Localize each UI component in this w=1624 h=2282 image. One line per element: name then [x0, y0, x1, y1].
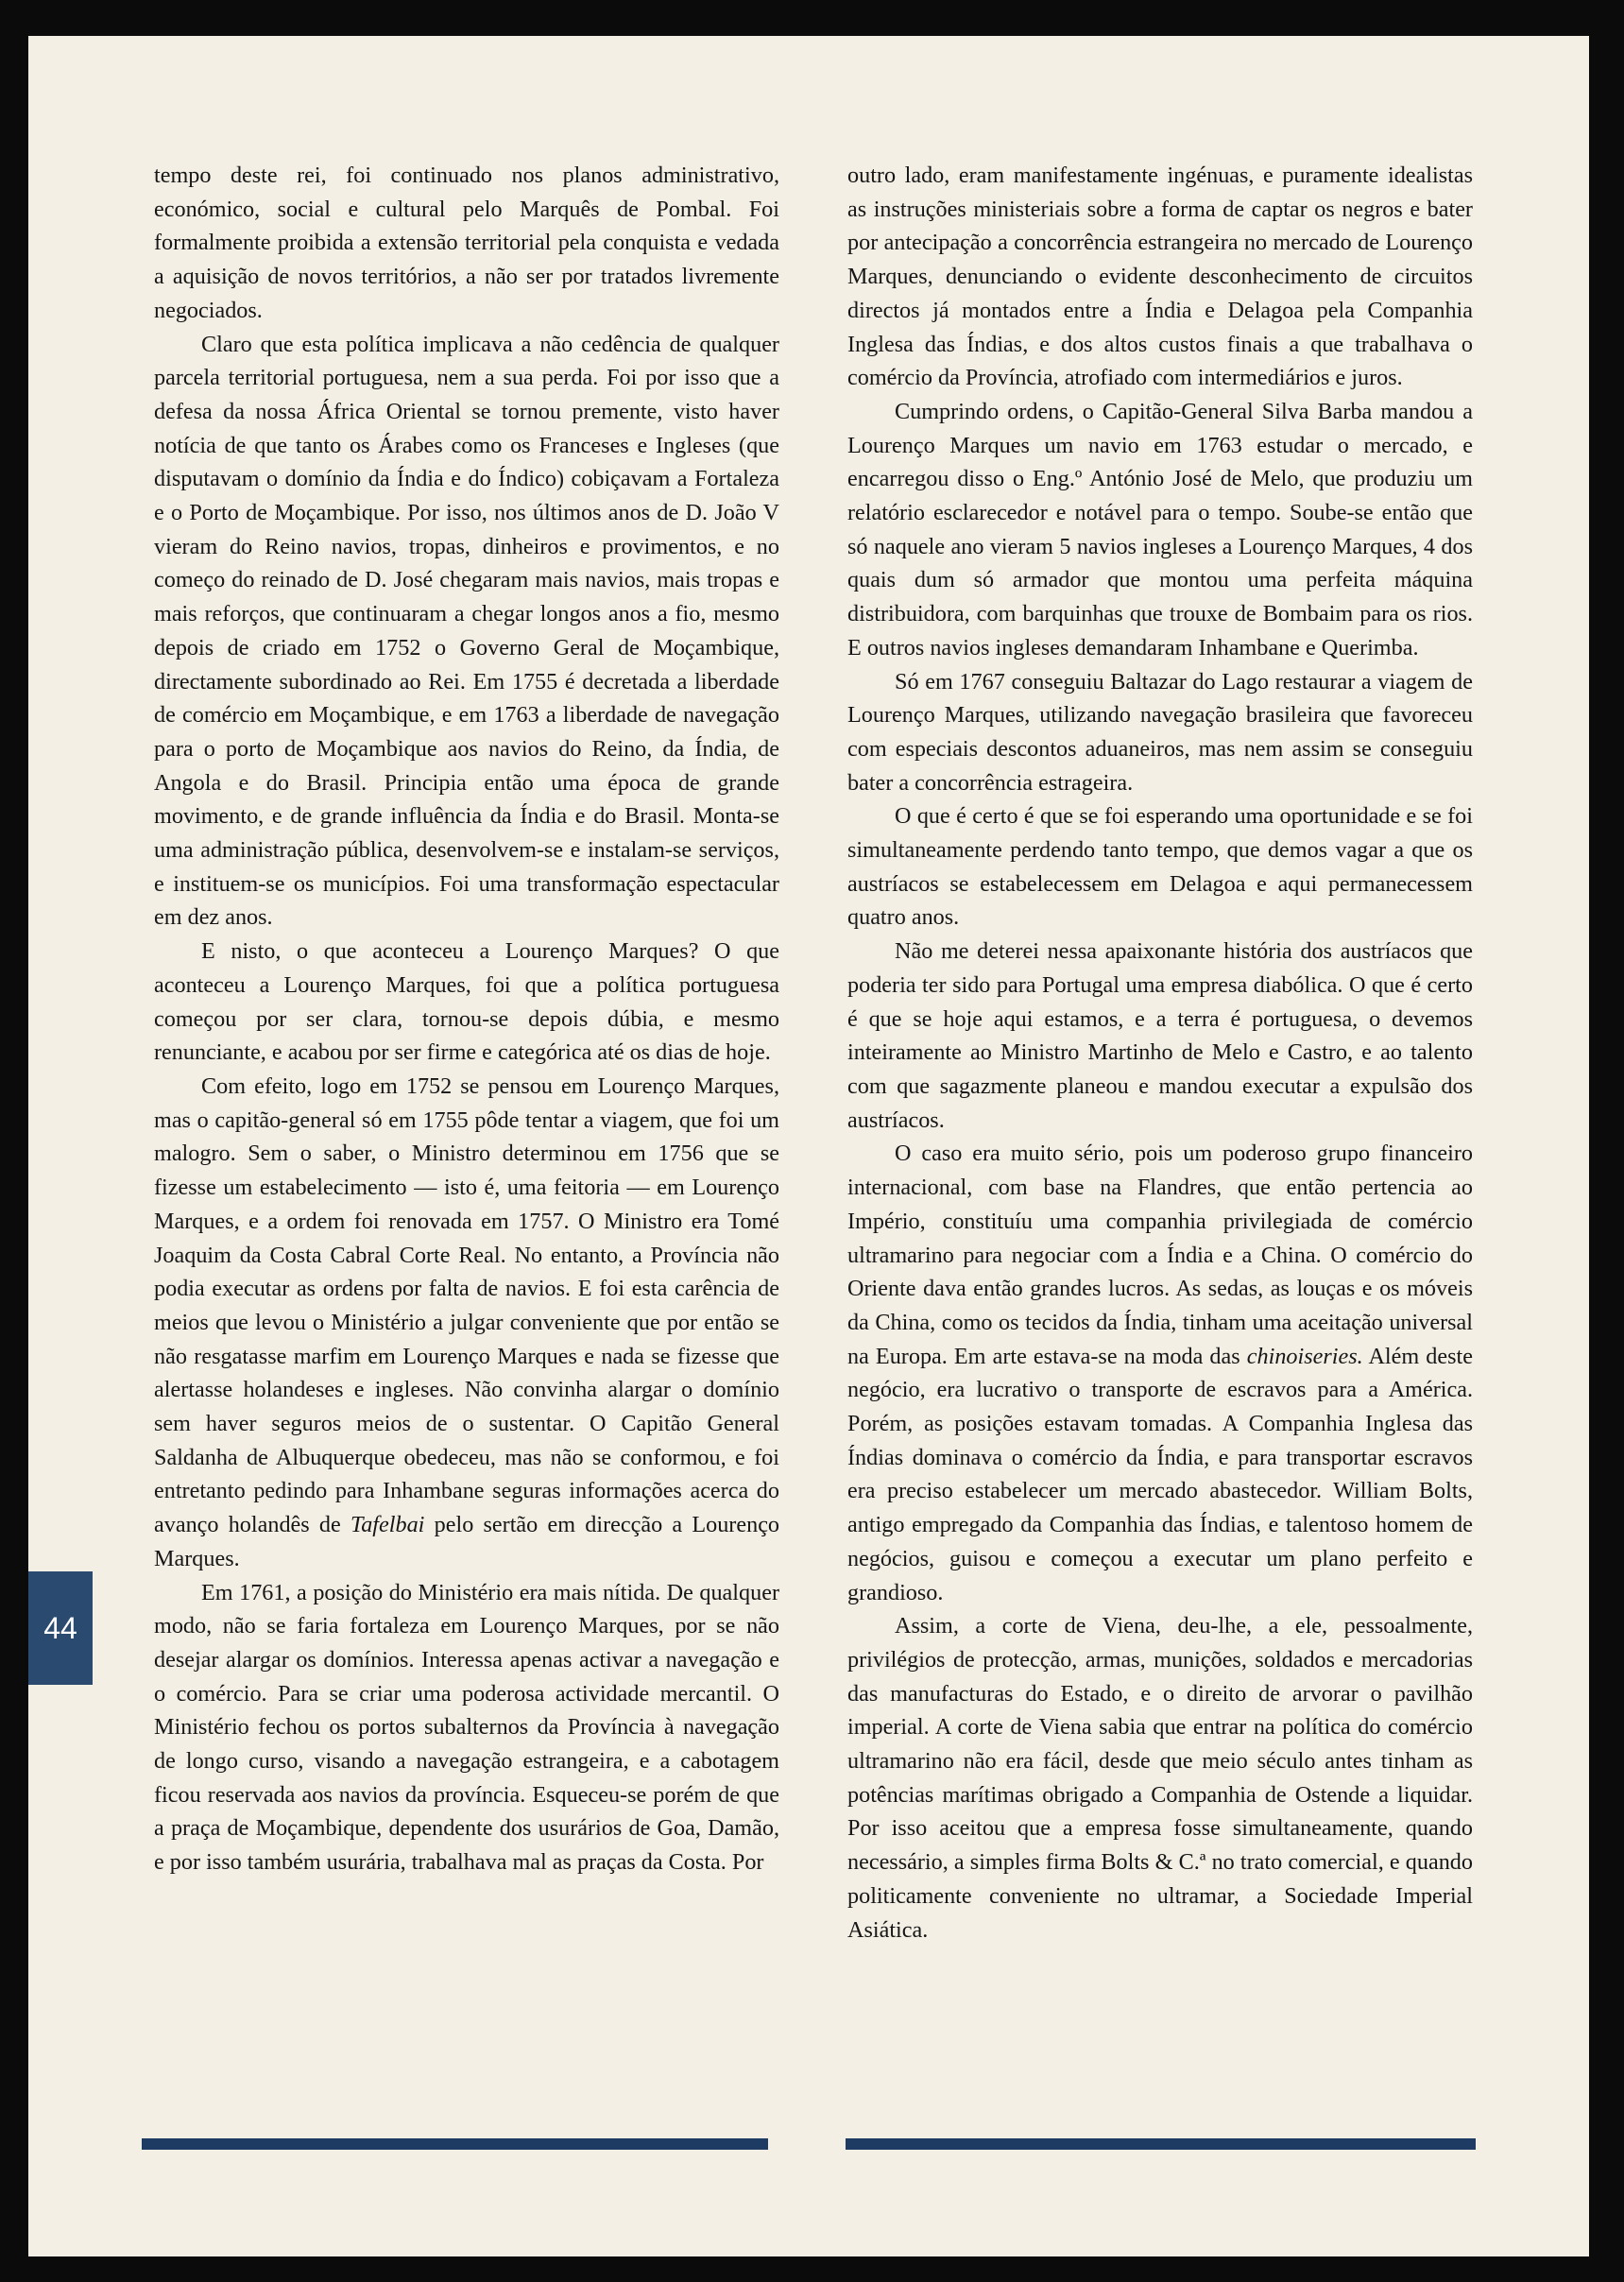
paragraph: Cumprindo ordens, o Capitão-General Silva Barba mandou a Lourenço Marques um navio em 1763 estudar o mercado, e encarregou disso o Eng.º António José de Melo, que produziu um relatório esclarecedor e notável para o tempo. Soube-se então que só naquele ano vieram 5 navios ingleses a Lourenço Marques, 4 dos quais dum só armador que montou uma perfeita máquina distribuidora, com barquinhas que trouxe de Bombaim para os rios. E outros navios ingleses demandaram Inhambane e Querimba.	[847, 398, 1473, 661]
footer-rule-right	[846, 2138, 1476, 2150]
paragraph	[154, 1070, 779, 1576]
text-run: Além deste negócio, era lucrativo o transporte de escravos para a América. Porém, as posições estavam tomadas. A Companhia Inglesa das Índias dominava o comércio da Índia, e para transportar escravos era preciso estabelecer um mercado abastecedor. William Bolts, antigo empregado da Companhia das Índias, e talentoso homem de negócios, guisou e começou a executar um plano perfeito e grandioso.	[847, 1343, 1473, 1605]
paragraph: Assim, a corte de Viena, deu-lhe, a ele, pessoalmente, privilégios de protecção, armas, munições, soldados e mercadorias das manufacturas do Estado, e o direito de arvorar o pavilhão imperial. A corte de Viena sabia que entrar na política do comércio ultramarino não era fácil, desde que meio século antes tinham as potências marítimas obrigado a Companhia de Ostende a liquidar. Por isso aceitou que a empresa fosse simultaneamente, quando necessário, a simples firma Bolts & C.ª no trato comercial, e quando politicamente conveniente no ultramar, a Sociedade Imperial Asiática.	[847, 1613, 1473, 1943]
paragraph: Não me deterei nessa apaixonante história dos austríacos que poderia ter sido para Portugal uma empresa diabólica. O que é certo é que se hoje aqui estamos, e a terra é portuguesa, o devemos inteiramente ao Ministro Martinho de Melo e Castro, e ao talento com que sagazmente planeou e mandou executar a expulsão dos austríacos.	[847, 938, 1473, 1133]
paragraph: O que é certo é que se foi esperando uma oportunidade e se foi simultaneamente perdendo tanto tempo, que demos vagar a que os austríacos se estabelecessem em Delagoa e aqui permanecessem quatro anos.	[847, 803, 1473, 931]
text-column-left	[154, 159, 779, 1879]
paragraph	[847, 1137, 1473, 1609]
text-run: pelo sertão em direcção a Lourenço Marques.	[154, 1512, 780, 1571]
paragraph: Em 1761, a posição do Ministério era mais nítida. De qualquer modo, não se faria fortaleza em Lourenço Marques, por se não desejar alargar os domínios. Interessa apenas activar a navegação e o comércio. Para se criar uma poderosa actividade mercantil. O Ministério fechou os portos subalternos da Província à navegação de longo curso, visando a navegação estrangeira, e a cabotagem ficou reservada aos navios da província. Esqueceu-se porém de que a praça de Moçambique, dependente dos usurários de Goa, Damão, e por isso também usurária, trabalhava mal as praças da Costa. Por	[154, 1579, 779, 1876]
text-run: Com efeito, logo em 1752 se pensou em Lourenço Marques, mas o capitão-general só em 1755 pôde tentar a viagem, que foi um malogro. Sem o saber, o Ministro determinou em 1756 que se fizesse um estabelecimento — isto é, uma feitoria — em Lourenço Marques, e a ordem foi renovada em 1757. O Ministro era Tomé Joaquim da Costa Cabral Corte Real. No entanto, a Província não podia executar as ordens por falta de navios. E foi esta carência de meios que levou o Ministério a julgar conveniente que por então se não resgatasse marfim em Lourenço Marques e nada se fizesse que alertasse holandeses e ingleses. Não convinha alargar o domínio sem haver seguros meios de o sustentar. O Capitão General Saldanha de Albuquerque obedeceu, mas não se conformou, e foi entretanto pedindo para Inhambane seguras informações acerca do avanço holandês de	[154, 1072, 779, 1538]
text-column-right	[847, 159, 1473, 1947]
emphasis-tafelbai: Tafelbai	[350, 1512, 425, 1538]
paragraph: Claro que esta política implicava a não cedência de qualquer parcela territorial portuguesa, nem a sua perda. Foi por isso que a defesa da nossa África Oriental se tornou premente, visto haver notícia de que tanto os Árabes como os Franceses e Ingleses (que disputavam o domínio da Índia e do Índico) cobiçavam a Fortaleza e o Porto de Moçambique. Por isso, nos últimos anos de D. João V vieram do Reino navios, tropas, dinheiros e provimentos, e no começo do reinado de D. José chegaram mais navios, mais tropas e mais reforços, que continuaram a chegar longos anos a fio, mesmo depois de criado em 1752 o Governo Geral de Moçambique, directamente subordinado ao Rei. Em 1755 é decretada a liberdade de comércio em Moçambique, e em 1763 a liberdade de navegação para o porto de Moçambique aos navios do Reino, da Índia, de Angola e do Brasil. Principia então uma época de grande movimento, e de grande influência da Índia e do Brasil. Monta-se uma administração pública, desenvolvem-se e instalam-se serviços, e instituem-se os municípios. Foi uma transformação espectacular em dez anos.	[154, 331, 779, 931]
page-number: 44	[43, 1610, 77, 1645]
footer-rule-left	[142, 2138, 768, 2150]
page-number-badge	[28, 1571, 93, 1685]
paragraph: E nisto, o que aconteceu a Lourenço Marques? O que aconteceu a Lourenço Marques, foi que a política portuguesa começou por ser clara, tornou-se depois dúbia, e mesmo renunciante, e acabou por ser firme e categórica até os dias de hoje.	[154, 938, 779, 1066]
page	[28, 36, 1589, 2256]
emphasis-chinoiseries: chinoiseries.	[1246, 1343, 1363, 1369]
paragraph: outro lado, eram manifestamente ingénuas, e puramente idealistas as instruções ministeriais sobre a forma de captar os negros e bater por antecipação a concorrência estrangeira no mercado de Lourenço Marques, denunciando o evidente desconhecimento de circuitos directos já montados entre a Índia e Delagoa pela Companhia Inglesa das Índias, e dos altos custos finais a que trabalhava o comércio da Província, atrofiado com intermediários e juros.	[847, 163, 1473, 391]
paragraph: tempo deste rei, foi continuado nos planos administrativo, económico, social e cultural pelo Marquês de Pombal. Foi formalmente proibida a extensão territorial pela conquista e vedada a aquisição de novos territórios, a não ser por tratados livremente negociados.	[154, 163, 779, 323]
paragraph: Só em 1767 conseguiu Baltazar do Lago restaurar a viagem de Lourenço Marques, utilizando navegação brasileira que favoreceu com especiais descontos aduaneiros, mas nem assim se conseguiu bater a concorrência estrageira.	[847, 668, 1473, 796]
text-run: O caso era muito sério, pois um poderoso grupo financeiro internacional, com base na Flandres, que então pertencia ao Império, constituíu uma companhia privilegiada de comércio ultramarino para negociar com a Índia e a China. O comércio do Oriente dava então grandes lucros. As sedas, as louças e os móveis da China, como os tecidos da Índia, tinham uma aceitação universal na Europa. Em arte estava-se na moda das	[847, 1141, 1473, 1369]
